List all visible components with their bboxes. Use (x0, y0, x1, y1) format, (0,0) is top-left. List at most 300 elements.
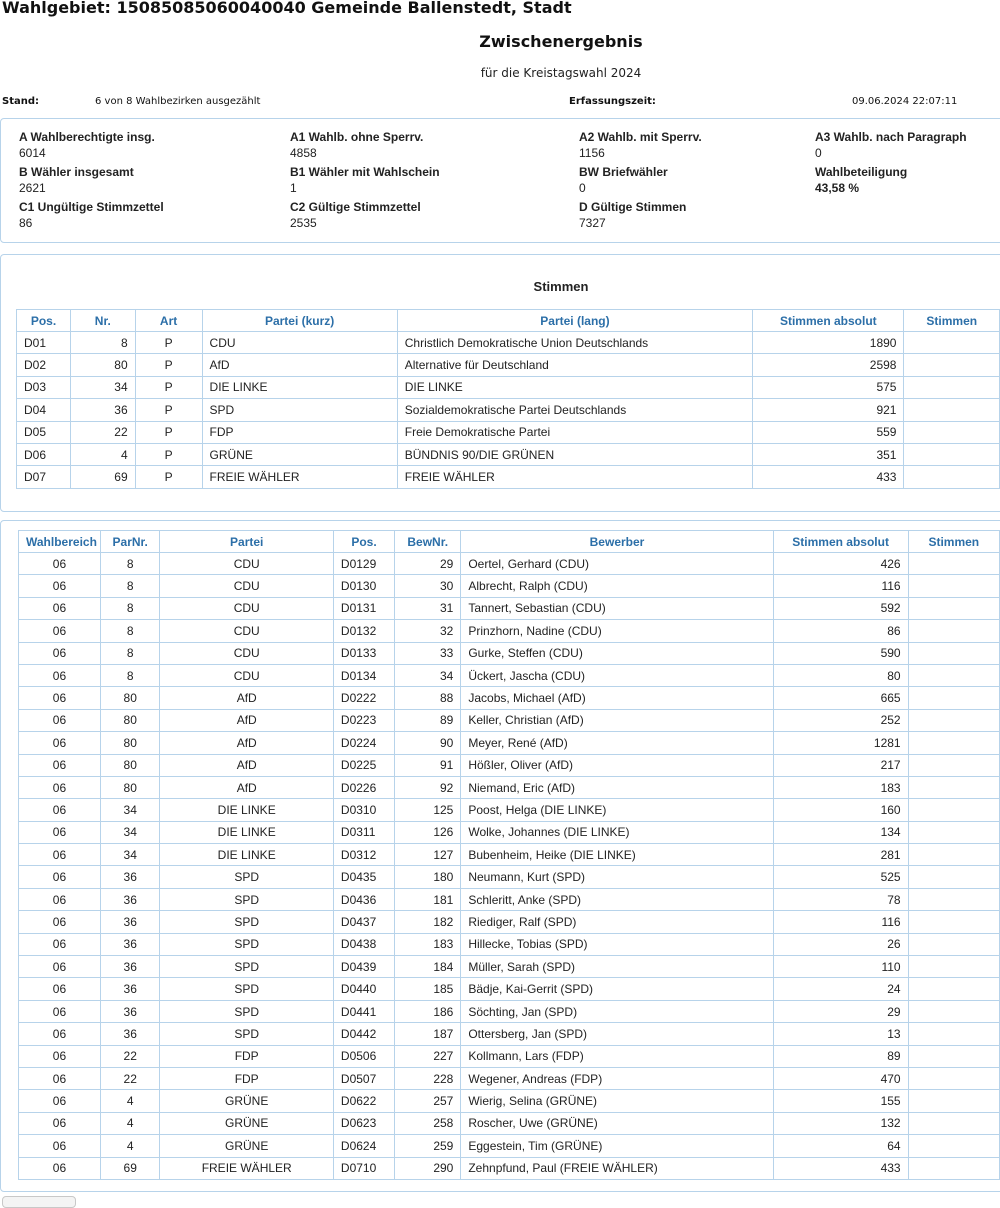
wahlbereich-cell: 06 (19, 1000, 101, 1022)
wahlbereich-cell: 06 (19, 687, 101, 709)
stat-label: A Wahlberechtigte insg. (19, 130, 155, 144)
bewnr-cell: 258 (395, 1112, 461, 1134)
parnr-cell: 36 (100, 933, 160, 955)
partei-cell: GRÜNE (160, 1112, 333, 1134)
partei-kurz-cell: DIE LINKE (202, 376, 397, 398)
stat-label: C1 Ungültige Stimmzettel (19, 200, 164, 214)
stimmen-cell: 559 (753, 421, 904, 443)
stat-ungueltige-stimmzettel (19, 199, 164, 231)
col-partei[interactable]: Partei (160, 531, 333, 553)
page-title: Zwischenergebnis (479, 32, 643, 51)
partei-cell: GRÜNE (160, 1135, 333, 1157)
stat-label: B1 Wähler mit Wahlschein (290, 165, 440, 179)
empty-cell (904, 466, 1000, 488)
bewerber-cell: Ottersberg, Jan (SPD) (461, 1023, 773, 1045)
nr-cell: 22 (70, 421, 135, 443)
table-row (19, 642, 1000, 664)
candidates-table (18, 530, 1000, 1180)
stimmen-cell: 1890 (753, 332, 904, 354)
table-row (19, 844, 1000, 866)
stimmen-cell: 2598 (753, 354, 904, 376)
stimmen-cell: 470 (773, 1067, 908, 1089)
bewerber-cell: Eggestein, Tim (GRÜNE) (461, 1135, 773, 1157)
stat-label: Wahlbeteiligung (815, 165, 908, 179)
table-row (19, 776, 1000, 798)
col-parnr[interactable]: ParNr. (100, 531, 160, 553)
partei-kurz-cell: GRÜNE (202, 443, 397, 465)
bewerber-cell: Wegener, Andreas (FDP) (461, 1067, 773, 1089)
bewnr-cell: 127 (395, 844, 461, 866)
pos-cell: D0623 (333, 1112, 394, 1134)
pos-cell: D0222 (333, 687, 394, 709)
pos-cell: D0224 (333, 732, 394, 754)
empty-cell (908, 1135, 999, 1157)
stat-wahlbeteiligung (815, 164, 907, 196)
table-row (17, 332, 1000, 354)
bewerber-cell: Wierig, Selina (GRÜNE) (461, 1090, 773, 1112)
bewnr-cell: 88 (395, 687, 461, 709)
wahlbereich-cell: 06 (19, 978, 101, 1000)
wahlbereich-cell: 06 (19, 1045, 101, 1067)
pos-cell: D0437 (333, 911, 394, 933)
empty-cell (904, 399, 1000, 421)
parnr-cell: 36 (100, 911, 160, 933)
col-pos[interactable]: Pos. (333, 531, 394, 553)
bewnr-cell: 228 (395, 1067, 461, 1089)
bewnr-cell: 125 (395, 799, 461, 821)
partei-cell: CDU (160, 620, 333, 642)
pos-cell: D0436 (333, 888, 394, 910)
stat-value: 86 (19, 216, 33, 230)
stat-waehler-insgesamt (19, 164, 134, 196)
partei-cell: AfD (160, 709, 333, 731)
table-row (19, 732, 1000, 754)
col-partei-kurz[interactable]: Partei (kurz) (202, 310, 397, 332)
table-row (19, 821, 1000, 843)
wahlbereich-cell: 06 (19, 754, 101, 776)
pos-cell: D0311 (333, 821, 394, 843)
partei-kurz-cell: AfD (202, 354, 397, 376)
bewerber-cell: Hößler, Oliver (AfD) (461, 754, 773, 776)
empty-cell (904, 354, 1000, 376)
pos-cell: D0622 (333, 1090, 394, 1112)
pos-cell: D0439 (333, 956, 394, 978)
stat-value: 2621 (19, 181, 46, 195)
partei-lang-cell: FREIE WÄHLER (397, 466, 752, 488)
pos-cell: D0441 (333, 1000, 394, 1022)
stat-label: A2 Wahlb. mit Sperrv. (579, 130, 702, 144)
table-row (17, 376, 1000, 398)
table-row (19, 1112, 1000, 1134)
empty-cell (908, 776, 999, 798)
table-row (19, 553, 1000, 575)
stimmen-cell: 64 (773, 1135, 908, 1157)
wahlbereich-cell: 06 (19, 911, 101, 933)
table-row (19, 1000, 1000, 1022)
parnr-cell: 36 (100, 956, 160, 978)
bewerber-cell: Meyer, René (AfD) (461, 732, 773, 754)
empty-cell (908, 687, 999, 709)
bewerber-cell: Keller, Christian (AfD) (461, 709, 773, 731)
bewerber-cell: Poost, Helga (DIE LINKE) (461, 799, 773, 821)
table-row (19, 597, 1000, 619)
empty-cell (904, 332, 1000, 354)
partei-cell: CDU (160, 664, 333, 686)
empty-cell (908, 1067, 999, 1089)
bewnr-cell: 91 (395, 754, 461, 776)
stimmen-cell: 590 (773, 642, 908, 664)
parnr-cell: 4 (100, 1112, 160, 1134)
stimmen-cell: 351 (753, 443, 904, 465)
bewnr-cell: 32 (395, 620, 461, 642)
stat-value: 2535 (290, 216, 317, 230)
partei-cell: SPD (160, 956, 333, 978)
partei-lang-cell: Sozialdemokratische Partei Deutschlands (397, 399, 752, 421)
pos-cell: D0134 (333, 664, 394, 686)
empty-cell (908, 1000, 999, 1022)
art-cell: P (135, 354, 202, 376)
art-cell: P (135, 376, 202, 398)
stimmen-cell: 592 (773, 597, 908, 619)
erfassungszeit-label: Erfassungszeit: (569, 96, 656, 107)
pos-cell: D02 (17, 354, 71, 376)
wahlbereich-cell: 06 (19, 799, 101, 821)
parnr-cell: 80 (100, 687, 160, 709)
parnr-cell: 8 (100, 575, 160, 597)
stimmen-cell: 86 (773, 620, 908, 642)
empty-cell (908, 911, 999, 933)
bewerber-cell: Oertel, Gerhard (CDU) (461, 553, 773, 575)
table-row (19, 575, 1000, 597)
empty-cell (908, 821, 999, 843)
partei-cell: DIE LINKE (160, 844, 333, 866)
bewerber-cell: Prinzhorn, Nadine (CDU) (461, 620, 773, 642)
col-stimmen-absolut[interactable]: Stimmen absolut (773, 531, 908, 553)
wahlbereich-cell: 06 (19, 732, 101, 754)
bewerber-cell: Riediger, Ralf (SPD) (461, 911, 773, 933)
pos-cell: D0225 (333, 754, 394, 776)
parnr-cell: 4 (100, 1090, 160, 1112)
empty-cell (908, 620, 999, 642)
stimmen-cell: 78 (773, 888, 908, 910)
votes-title: Stimmen (533, 279, 589, 294)
parnr-cell: 8 (100, 620, 160, 642)
bewerber-cell: Hillecke, Tobias (SPD) (461, 933, 773, 955)
partei-cell: DIE LINKE (160, 799, 333, 821)
bewnr-cell: 34 (395, 664, 461, 686)
table-row (19, 888, 1000, 910)
stimmen-cell: 80 (773, 664, 908, 686)
stat-value: 0 (579, 181, 586, 195)
partei-lang-cell: Christlich Demokratische Union Deutschlands (397, 332, 752, 354)
empty-cell (908, 597, 999, 619)
bewerber-cell: Bädje, Kai-Gerrit (SPD) (461, 978, 773, 1000)
wahlbereich-cell: 06 (19, 1090, 101, 1112)
col-bewnr[interactable]: BewNr. (395, 531, 461, 553)
table-row (19, 866, 1000, 888)
nr-cell: 36 (70, 399, 135, 421)
table-row (19, 754, 1000, 776)
bewerber-cell: Albrecht, Ralph (CDU) (461, 575, 773, 597)
stimmen-cell: 155 (773, 1090, 908, 1112)
stimmen-cell: 29 (773, 1000, 908, 1022)
page-heading: Wahlgebiet: 15085085060040040 Gemeinde Ballenstedt, Stadt (2, 0, 572, 17)
wahlbereich-cell: 06 (19, 956, 101, 978)
nr-cell: 69 (70, 466, 135, 488)
wahlbereich-cell: 06 (19, 1067, 101, 1089)
bewnr-cell: 184 (395, 956, 461, 978)
partei-cell: AfD (160, 754, 333, 776)
table-row (19, 1135, 1000, 1157)
partei-cell: DIE LINKE (160, 821, 333, 843)
stimmen-cell: 183 (773, 776, 908, 798)
bewnr-cell: 33 (395, 642, 461, 664)
col-stimmen-absolut[interactable]: Stimmen absolut (753, 310, 904, 332)
bewnr-cell: 92 (395, 776, 461, 798)
col-wahlbereich[interactable]: Wahlbereich (19, 531, 101, 553)
bewerber-cell: Roscher, Uwe (GRÜNE) (461, 1112, 773, 1134)
table-row (19, 956, 1000, 978)
pos-cell: D06 (17, 443, 71, 465)
col-pos[interactable]: Pos. (17, 310, 71, 332)
partei-cell: SPD (160, 911, 333, 933)
empty-cell (908, 956, 999, 978)
parnr-cell: 8 (100, 597, 160, 619)
partei-kurz-cell: FREIE WÄHLER (202, 466, 397, 488)
partei-lang-cell: Alternative für Deutschland (397, 354, 752, 376)
empty-cell (908, 1112, 999, 1134)
partei-cell: GRÜNE (160, 1090, 333, 1112)
empty-cell (908, 888, 999, 910)
parnr-cell: 34 (100, 844, 160, 866)
stat-gueltige-stimmzettel (290, 199, 421, 231)
wahlbereich-cell: 06 (19, 844, 101, 866)
empty-cell (908, 1157, 999, 1179)
stat-value: 1 (290, 181, 297, 195)
partei-cell: CDU (160, 575, 333, 597)
empty-cell (904, 443, 1000, 465)
stat-value: 6014 (19, 146, 46, 160)
table-row (19, 978, 1000, 1000)
pos-cell: D0435 (333, 866, 394, 888)
table-row (17, 421, 1000, 443)
table-row (17, 399, 1000, 421)
empty-cell (908, 754, 999, 776)
col-partei-lang[interactable]: Partei (lang) (397, 310, 752, 332)
pos-cell: D0438 (333, 933, 394, 955)
pos-cell: D0310 (333, 799, 394, 821)
bewerber-cell: Bubenheim, Heike (DIE LINKE) (461, 844, 773, 866)
parnr-cell: 4 (100, 1135, 160, 1157)
bewnr-cell: 30 (395, 575, 461, 597)
col-art[interactable]: Art (135, 310, 202, 332)
stimmen-cell: 132 (773, 1112, 908, 1134)
empty-cell (904, 376, 1000, 398)
stat-wahlb-ohne-sperrv (290, 129, 423, 161)
bewnr-cell: 187 (395, 1023, 461, 1045)
stimmen-cell: 665 (773, 687, 908, 709)
wahlbereich-cell: 06 (19, 664, 101, 686)
pos-cell: D0133 (333, 642, 394, 664)
pos-cell: D0312 (333, 844, 394, 866)
bewnr-cell: 29 (395, 553, 461, 575)
pos-cell: D0440 (333, 978, 394, 1000)
bewnr-cell: 185 (395, 978, 461, 1000)
stat-value: 4858 (290, 146, 317, 160)
bewnr-cell: 182 (395, 911, 461, 933)
table-row (19, 664, 1000, 686)
wahlbereich-cell: 06 (19, 620, 101, 642)
bewerber-cell: Neumann, Kurt (SPD) (461, 866, 773, 888)
parnr-cell: 36 (100, 1023, 160, 1045)
empty-cell (908, 732, 999, 754)
parnr-cell: 8 (100, 664, 160, 686)
table-row (19, 911, 1000, 933)
bottom-button[interactable] (2, 1196, 76, 1208)
stimmen-cell: 13 (773, 1023, 908, 1045)
bewnr-cell: 259 (395, 1135, 461, 1157)
pos-cell: D07 (17, 466, 71, 488)
bewnr-cell: 257 (395, 1090, 461, 1112)
pos-cell: D0710 (333, 1157, 394, 1179)
partei-cell: AfD (160, 687, 333, 709)
wahlbereich-cell: 06 (19, 553, 101, 575)
stat-wahlberechtigte (19, 129, 155, 161)
stimmen-cell: 281 (773, 844, 908, 866)
empty-cell (908, 933, 999, 955)
stat-label: A1 Wahlb. ohne Sperrv. (290, 130, 424, 144)
pos-cell: D04 (17, 399, 71, 421)
bewerber-cell: Kollmann, Lars (FDP) (461, 1045, 773, 1067)
col-stimmen-prozent[interactable]: Stimmen (908, 531, 999, 553)
parnr-cell: 36 (100, 1000, 160, 1022)
stimmen-cell: 24 (773, 978, 908, 1000)
wahlbereich-cell: 06 (19, 1112, 101, 1134)
pos-cell: D0132 (333, 620, 394, 642)
stat-value: 0 (815, 146, 822, 160)
bewerber-cell: Ückert, Jascha (CDU) (461, 664, 773, 686)
table-row (19, 1157, 1000, 1179)
stimmen-cell: 160 (773, 799, 908, 821)
bewnr-cell: 90 (395, 732, 461, 754)
col-bewerber[interactable]: Bewerber (461, 531, 773, 553)
stimmen-cell: 252 (773, 709, 908, 731)
pos-cell: D0131 (333, 597, 394, 619)
parnr-cell: 34 (100, 799, 160, 821)
parnr-cell: 34 (100, 821, 160, 843)
art-cell: P (135, 466, 202, 488)
pos-cell: D01 (17, 332, 71, 354)
nr-cell: 8 (70, 332, 135, 354)
pos-cell: D0507 (333, 1067, 394, 1089)
partei-lang-cell: Freie Demokratische Partei (397, 421, 752, 443)
wahlbereich-cell: 06 (19, 933, 101, 955)
empty-cell (908, 799, 999, 821)
stimmen-cell: 217 (773, 754, 908, 776)
pos-cell: D0130 (333, 575, 394, 597)
empty-cell (908, 664, 999, 686)
parnr-cell: 22 (100, 1045, 160, 1067)
wahlbereich-cell: 06 (19, 1157, 101, 1179)
stat-label: B Wähler insgesamt (19, 165, 134, 179)
partei-cell: SPD (160, 888, 333, 910)
nr-cell: 80 (70, 354, 135, 376)
wahlbereich-cell: 06 (19, 575, 101, 597)
bewnr-cell: 227 (395, 1045, 461, 1067)
pos-cell: D05 (17, 421, 71, 443)
empty-cell (904, 421, 1000, 443)
empty-cell (908, 642, 999, 664)
erfassungszeit-value: 09.06.2024 22:07:11 (852, 96, 958, 107)
stand-value: 6 von 8 Wahlbezirken ausgezählt (95, 96, 261, 107)
pos-cell: D0223 (333, 709, 394, 731)
wahlbereich-cell: 06 (19, 888, 101, 910)
stat-value: 1156 (579, 146, 605, 160)
stimmen-cell: 110 (773, 956, 908, 978)
bewerber-cell: Gurke, Steffen (CDU) (461, 642, 773, 664)
bewnr-cell: 183 (395, 933, 461, 955)
stat-waehler-mit-wahlschein (290, 164, 440, 196)
empty-cell (908, 844, 999, 866)
parnr-cell: 22 (100, 1067, 160, 1089)
art-cell: P (135, 399, 202, 421)
bewerber-cell: Niemand, Eric (AfD) (461, 776, 773, 798)
partei-kurz-cell: FDP (202, 421, 397, 443)
col-stimmen-prozent[interactable]: Stimmen (904, 310, 1000, 332)
empty-cell (908, 1045, 999, 1067)
partei-cell: SPD (160, 1000, 333, 1022)
page-subtitle: für die Kreistagswahl 2024 (480, 66, 642, 80)
table-row (19, 1023, 1000, 1045)
wahlbereich-cell: 06 (19, 821, 101, 843)
nr-cell: 4 (70, 443, 135, 465)
partei-cell: FDP (160, 1045, 333, 1067)
wahlbereich-cell: 06 (19, 597, 101, 619)
parnr-cell: 80 (100, 754, 160, 776)
wahlbereich-cell: 06 (19, 1023, 101, 1045)
parnr-cell: 8 (100, 642, 160, 664)
partei-cell: SPD (160, 1023, 333, 1045)
stimmen-cell: 426 (773, 553, 908, 575)
stimmen-cell: 433 (773, 1157, 908, 1179)
pos-cell: D0226 (333, 776, 394, 798)
stand-label: Stand: (2, 96, 40, 107)
parnr-cell: 80 (100, 732, 160, 754)
table-row (19, 933, 1000, 955)
bewerber-cell: Söchting, Jan (SPD) (461, 1000, 773, 1022)
partei-cell: AfD (160, 776, 333, 798)
empty-cell (908, 978, 999, 1000)
empty-cell (908, 709, 999, 731)
stimmen-cell: 525 (773, 866, 908, 888)
stimmen-cell: 433 (753, 466, 904, 488)
table-row (19, 1090, 1000, 1112)
empty-cell (908, 575, 999, 597)
partei-cell: CDU (160, 642, 333, 664)
stat-gueltige-stimmen (579, 199, 686, 231)
partei-cell: CDU (160, 597, 333, 619)
stimmen-cell: 921 (753, 399, 904, 421)
parnr-cell: 8 (100, 553, 160, 575)
partei-lang-cell: BÜNDNIS 90/DIE GRÜNEN (397, 443, 752, 465)
table-row (17, 466, 1000, 488)
art-cell: P (135, 443, 202, 465)
stimmen-cell: 26 (773, 933, 908, 955)
stat-value: 7327 (579, 216, 606, 230)
stimmen-cell: 116 (773, 575, 908, 597)
col-nr[interactable]: Nr. (70, 310, 135, 332)
bewerber-cell: Zehnpfund, Paul (FREIE WÄHLER) (461, 1157, 773, 1179)
